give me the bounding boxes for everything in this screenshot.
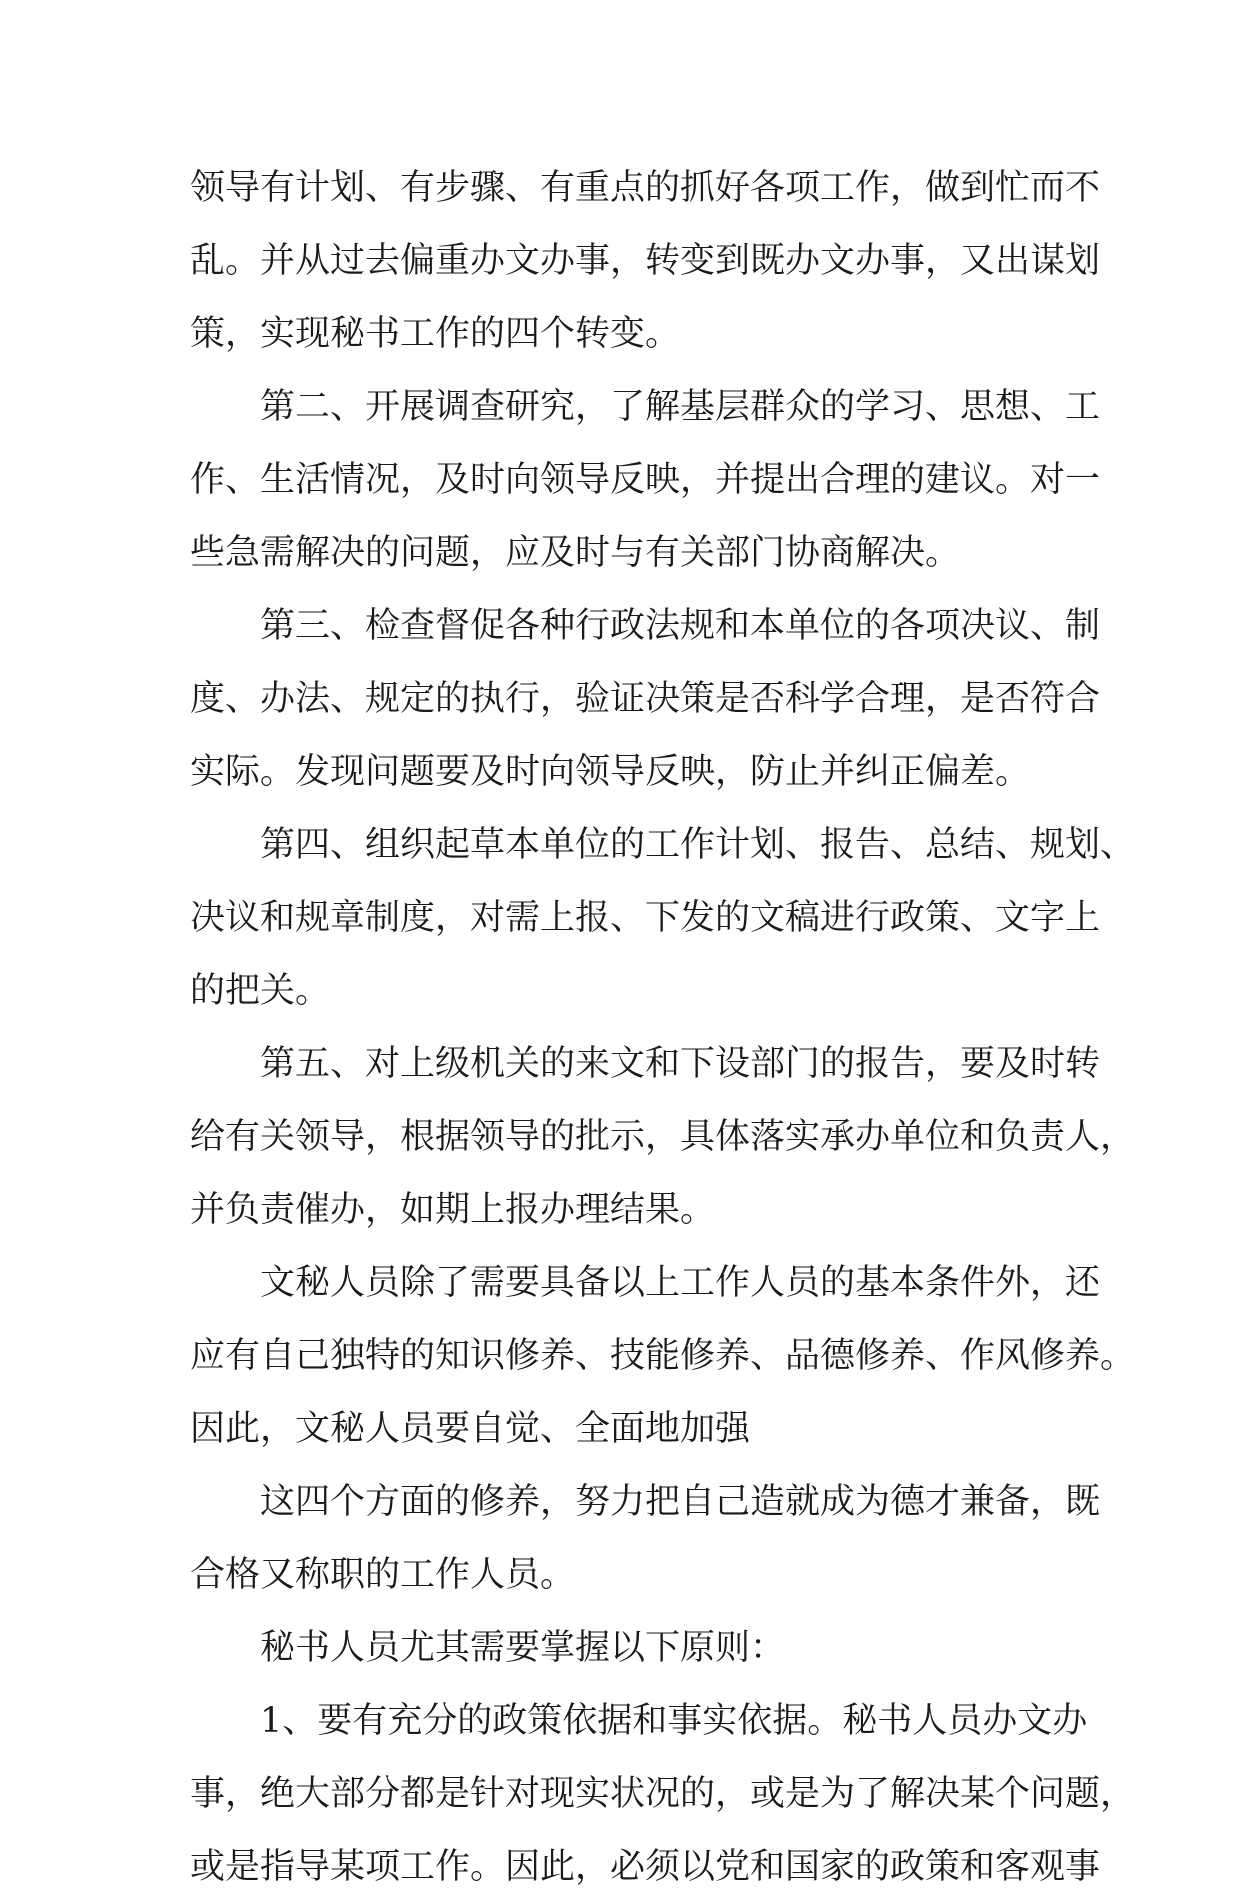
paragraph-start-line: 第二、开展调查研究，了解基层群众的学习、思想、工	[260, 387, 1101, 427]
text-line: 些急需解决的问题，应及时与有关部门协商解决。	[190, 533, 961, 573]
paragraph-start-line: 第三、检查督促各种行政法规和本单位的各项决议、制	[260, 606, 1101, 646]
text-line: 事，绝大部分都是针对现实状况的，或是为了解决某个问题，	[190, 1774, 1136, 1814]
text-line: 实际。发现问题要及时向领导反映，防止并纠正偏差。	[190, 752, 1031, 792]
paragraph-start-line: 第五、对上级机关的来文和下设部门的报告，要及时转	[260, 1044, 1101, 1084]
text-line: 或是指导某项工作。因此，必须以党和国家的政策和客观事	[190, 1847, 1101, 1887]
text-line: 作、生活情况，及时向领导反映，并提出合理的建议。对一	[190, 460, 1101, 500]
paragraph-start-line: 文秘人员除了需要具备以上工作人员的基本条件外，还	[260, 1263, 1101, 1303]
text-line: 应有自己独特的知识修养、技能修养、品德修养、作风修养。	[190, 1336, 1136, 1376]
text-line: 策，实现秘书工作的四个转变。	[190, 314, 681, 354]
paragraph-start-line: 秘书人员尤其需要掌握以下原则：	[260, 1628, 786, 1668]
text-line: 乱。并从过去偏重办文办事，转变到既办文办事，又出谋划	[190, 241, 1101, 281]
text-line: 给有关领导，根据领导的批示，具体落实承办单位和负责人，	[190, 1117, 1136, 1157]
paragraph-start-line: 这四个方面的修养，努力把自己造就成为德才兼备，既	[260, 1482, 1101, 1522]
document-body	[190, 152, 1136, 1904]
text-line: 合格又称职的工作人员。	[190, 1555, 576, 1595]
paragraph-start-line: 1、要有充分的政策依据和事实依据。秘书人员办文办	[260, 1701, 1088, 1741]
text-line: 并负责催办，如期上报办理结果。	[190, 1190, 716, 1230]
text-line: 度、办法、规定的执行，验证决策是否科学合理，是否符合	[190, 679, 1101, 719]
text-line: 领导有计划、有步骤、有重点的抓好各项工作，做到忙而不	[190, 168, 1101, 208]
text-line: 的把关。	[190, 971, 331, 1011]
paragraph-start-line: 第四、组织起草本单位的工作计划、报告、总结、规划、	[260, 825, 1136, 865]
text-line: 决议和规章制度，对需上报、下发的文稿进行政策、文字上	[190, 898, 1101, 938]
text-line: 因此，文秘人员要自觉、全面地加强	[190, 1409, 751, 1449]
